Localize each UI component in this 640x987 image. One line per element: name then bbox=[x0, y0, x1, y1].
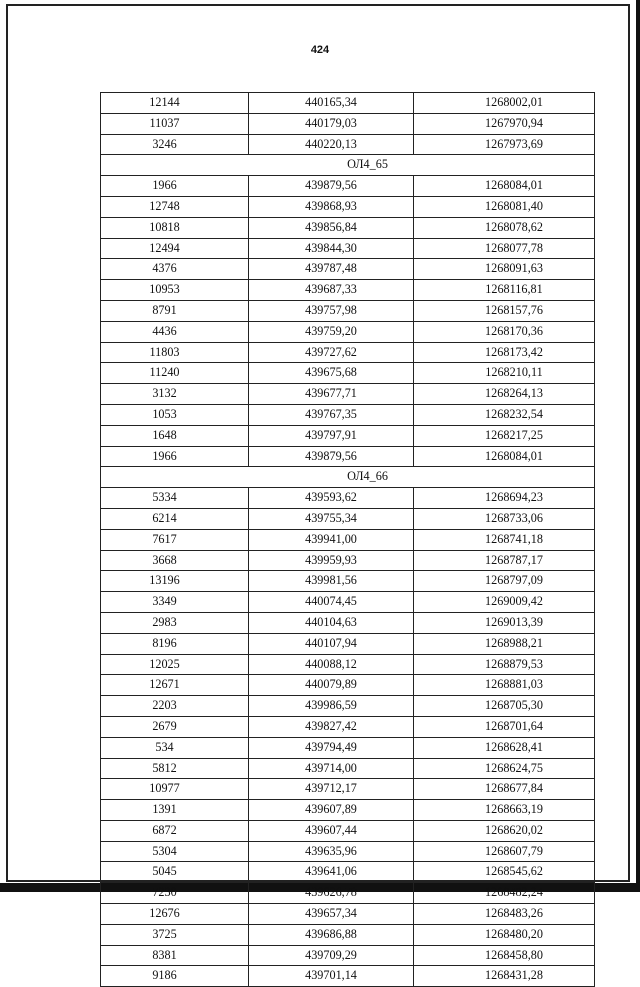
y-coordinate-cell: 1267970,94 bbox=[414, 113, 595, 134]
section-label: ОЛ4_65 bbox=[347, 157, 388, 172]
x-coordinate-cell: 440165,34 bbox=[249, 93, 414, 114]
point-id-cell: 8196 bbox=[101, 633, 249, 654]
x-coordinate-cell: 439641,06 bbox=[249, 862, 414, 883]
table-row bbox=[101, 404, 595, 425]
x-coordinate-cell: 439757,98 bbox=[249, 300, 414, 321]
table-row bbox=[101, 966, 595, 987]
x-coordinate-cell: 439593,62 bbox=[249, 488, 414, 509]
table-row bbox=[101, 217, 595, 238]
table-row bbox=[101, 321, 595, 342]
point-id-cell: 13196 bbox=[101, 571, 249, 592]
table-row bbox=[101, 363, 595, 384]
table-row bbox=[101, 716, 595, 737]
table-row bbox=[101, 113, 595, 134]
y-coordinate-cell: 1268797,09 bbox=[414, 571, 595, 592]
x-coordinate-cell: 439607,44 bbox=[249, 820, 414, 841]
x-coordinate-cell: 440088,12 bbox=[249, 654, 414, 675]
table-row bbox=[101, 862, 595, 883]
x-coordinate-cell: 439709,29 bbox=[249, 945, 414, 966]
y-coordinate-cell: 1268157,76 bbox=[414, 300, 595, 321]
point-id-cell: 1966 bbox=[101, 176, 249, 197]
point-id-cell: 3349 bbox=[101, 592, 249, 613]
table-row bbox=[101, 924, 595, 945]
y-coordinate-cell: 1268881,03 bbox=[414, 675, 595, 696]
table-row bbox=[101, 737, 595, 758]
x-coordinate-cell: 440104,63 bbox=[249, 612, 414, 633]
y-coordinate-cell: 1268264,13 bbox=[414, 384, 595, 405]
point-id-cell: 5334 bbox=[101, 488, 249, 509]
table-row bbox=[101, 93, 595, 114]
point-id-cell: 4436 bbox=[101, 321, 249, 342]
table-row bbox=[101, 529, 595, 550]
section-header-row bbox=[101, 467, 595, 488]
table-row bbox=[101, 945, 595, 966]
y-coordinate-cell: 1269013,39 bbox=[414, 612, 595, 633]
table-row bbox=[101, 883, 595, 904]
scan-edge-right bbox=[636, 0, 640, 892]
y-coordinate-cell: 1268694,23 bbox=[414, 488, 595, 509]
table-row bbox=[101, 134, 595, 155]
x-coordinate-cell: 439879,56 bbox=[249, 446, 414, 467]
x-coordinate-cell: 439701,14 bbox=[249, 966, 414, 987]
table-row bbox=[101, 425, 595, 446]
x-coordinate-cell: 439687,33 bbox=[249, 280, 414, 301]
point-id-cell: 6872 bbox=[101, 820, 249, 841]
x-coordinate-cell: 440179,03 bbox=[249, 113, 414, 134]
point-id-cell: 2203 bbox=[101, 696, 249, 717]
x-coordinate-cell: 439827,42 bbox=[249, 716, 414, 737]
table-row bbox=[101, 508, 595, 529]
table-row bbox=[101, 176, 595, 197]
y-coordinate-cell: 1268705,30 bbox=[414, 696, 595, 717]
y-coordinate-cell: 1268701,64 bbox=[414, 716, 595, 737]
x-coordinate-cell: 439856,84 bbox=[249, 217, 414, 238]
page-number: 424 bbox=[310, 44, 330, 56]
y-coordinate-cell: 1269009,42 bbox=[414, 592, 595, 613]
y-coordinate-cell: 1268081,40 bbox=[414, 196, 595, 217]
table-row bbox=[101, 342, 595, 363]
y-coordinate-cell: 1268741,18 bbox=[414, 529, 595, 550]
point-id-cell: 4376 bbox=[101, 259, 249, 280]
point-id-cell: 12671 bbox=[101, 675, 249, 696]
point-id-cell: 1966 bbox=[101, 446, 249, 467]
point-id-cell: 10977 bbox=[101, 779, 249, 800]
x-coordinate-cell: 439626,78 bbox=[249, 883, 414, 904]
y-coordinate-cell: 1268431,28 bbox=[414, 966, 595, 987]
x-coordinate-cell: 439607,89 bbox=[249, 800, 414, 821]
x-coordinate-cell: 439675,68 bbox=[249, 363, 414, 384]
x-coordinate-cell: 439635,96 bbox=[249, 841, 414, 862]
point-id-cell: 12748 bbox=[101, 196, 249, 217]
table-row bbox=[101, 633, 595, 654]
y-coordinate-cell: 1268620,02 bbox=[414, 820, 595, 841]
point-id-cell: 3132 bbox=[101, 384, 249, 405]
point-id-cell: 11240 bbox=[101, 363, 249, 384]
x-coordinate-cell: 439879,56 bbox=[249, 176, 414, 197]
table-row bbox=[101, 904, 595, 925]
point-id-cell: 3246 bbox=[101, 134, 249, 155]
point-id-cell: 7617 bbox=[101, 529, 249, 550]
y-coordinate-cell: 1268077,78 bbox=[414, 238, 595, 259]
point-id-cell: 5812 bbox=[101, 758, 249, 779]
table-row bbox=[101, 654, 595, 675]
point-id-cell: 11803 bbox=[101, 342, 249, 363]
y-coordinate-cell: 1268084,01 bbox=[414, 176, 595, 197]
x-coordinate-cell: 439787,48 bbox=[249, 259, 414, 280]
table-row bbox=[101, 238, 595, 259]
x-coordinate-cell: 440079,89 bbox=[249, 675, 414, 696]
y-coordinate-cell: 1268483,26 bbox=[414, 904, 595, 925]
table-row bbox=[101, 300, 595, 321]
x-coordinate-cell: 440220,13 bbox=[249, 134, 414, 155]
table-row bbox=[101, 758, 595, 779]
y-coordinate-cell: 1268078,62 bbox=[414, 217, 595, 238]
y-coordinate-cell: 1268002,01 bbox=[414, 93, 595, 114]
section-header-cell bbox=[101, 155, 595, 176]
point-id-cell: 7230 bbox=[101, 883, 249, 904]
x-coordinate-cell: 439677,71 bbox=[249, 384, 414, 405]
x-coordinate-cell: 439767,35 bbox=[249, 404, 414, 425]
y-coordinate-cell: 1268116,81 bbox=[414, 280, 595, 301]
point-id-cell: 9186 bbox=[101, 966, 249, 987]
point-id-cell: 6214 bbox=[101, 508, 249, 529]
section-header-row bbox=[101, 155, 595, 176]
y-coordinate-cell: 1267973,69 bbox=[414, 134, 595, 155]
y-coordinate-cell: 1268733,06 bbox=[414, 508, 595, 529]
x-coordinate-cell: 439759,20 bbox=[249, 321, 414, 342]
x-coordinate-cell: 439755,34 bbox=[249, 508, 414, 529]
y-coordinate-cell: 1268879,53 bbox=[414, 654, 595, 675]
y-coordinate-cell: 1268210,11 bbox=[414, 363, 595, 384]
coordinates-table-body bbox=[101, 93, 595, 987]
point-id-cell: 10953 bbox=[101, 280, 249, 301]
section-header-cell bbox=[101, 467, 595, 488]
point-id-cell: 12144 bbox=[101, 93, 249, 114]
point-id-cell: 12676 bbox=[101, 904, 249, 925]
point-id-cell: 5045 bbox=[101, 862, 249, 883]
y-coordinate-cell: 1268482,24 bbox=[414, 883, 595, 904]
y-coordinate-cell: 1268545,62 bbox=[414, 862, 595, 883]
x-coordinate-cell: 440074,45 bbox=[249, 592, 414, 613]
y-coordinate-cell: 1268217,25 bbox=[414, 425, 595, 446]
y-coordinate-cell: 1268607,79 bbox=[414, 841, 595, 862]
point-id-cell: 10818 bbox=[101, 217, 249, 238]
table-row bbox=[101, 675, 595, 696]
y-coordinate-cell: 1268232,54 bbox=[414, 404, 595, 425]
section-label: ОЛ4_66 bbox=[347, 469, 388, 484]
y-coordinate-cell: 1268787,17 bbox=[414, 550, 595, 571]
point-id-cell: 8791 bbox=[101, 300, 249, 321]
point-id-cell: 12494 bbox=[101, 238, 249, 259]
x-coordinate-cell: 439794,49 bbox=[249, 737, 414, 758]
x-coordinate-cell: 439657,34 bbox=[249, 904, 414, 925]
table-row bbox=[101, 800, 595, 821]
point-id-cell: 5304 bbox=[101, 841, 249, 862]
x-coordinate-cell: 439986,59 bbox=[249, 696, 414, 717]
x-coordinate-cell: 439844,30 bbox=[249, 238, 414, 259]
table-row bbox=[101, 612, 595, 633]
table-row bbox=[101, 779, 595, 800]
point-id-cell: 1648 bbox=[101, 425, 249, 446]
y-coordinate-cell: 1268458,80 bbox=[414, 945, 595, 966]
x-coordinate-cell: 439686,88 bbox=[249, 924, 414, 945]
point-id-cell: 8381 bbox=[101, 945, 249, 966]
table-row bbox=[101, 280, 595, 301]
y-coordinate-cell: 1268677,84 bbox=[414, 779, 595, 800]
point-id-cell: 3668 bbox=[101, 550, 249, 571]
table-row bbox=[101, 384, 595, 405]
x-coordinate-cell: 439941,00 bbox=[249, 529, 414, 550]
y-coordinate-cell: 1268480,20 bbox=[414, 924, 595, 945]
table-row bbox=[101, 488, 595, 509]
point-id-cell: 12025 bbox=[101, 654, 249, 675]
x-coordinate-cell: 439981,56 bbox=[249, 571, 414, 592]
table-row bbox=[101, 592, 595, 613]
table-row bbox=[101, 196, 595, 217]
table-row bbox=[101, 820, 595, 841]
table-row bbox=[101, 446, 595, 467]
table-row bbox=[101, 259, 595, 280]
x-coordinate-cell: 439712,17 bbox=[249, 779, 414, 800]
x-coordinate-cell: 439714,00 bbox=[249, 758, 414, 779]
y-coordinate-cell: 1268091,63 bbox=[414, 259, 595, 280]
x-coordinate-cell: 439797,91 bbox=[249, 425, 414, 446]
x-coordinate-cell: 440107,94 bbox=[249, 633, 414, 654]
y-coordinate-cell: 1268988,21 bbox=[414, 633, 595, 654]
table-row bbox=[101, 571, 595, 592]
point-id-cell: 534 bbox=[101, 737, 249, 758]
x-coordinate-cell: 439959,93 bbox=[249, 550, 414, 571]
point-id-cell: 11037 bbox=[101, 113, 249, 134]
point-id-cell: 1391 bbox=[101, 800, 249, 821]
point-id-cell: 3725 bbox=[101, 924, 249, 945]
coordinates-table bbox=[100, 92, 595, 987]
y-coordinate-cell: 1268624,75 bbox=[414, 758, 595, 779]
point-id-cell: 2679 bbox=[101, 716, 249, 737]
x-coordinate-cell: 439868,93 bbox=[249, 196, 414, 217]
y-coordinate-cell: 1268628,41 bbox=[414, 737, 595, 758]
y-coordinate-cell: 1268663,19 bbox=[414, 800, 595, 821]
y-coordinate-cell: 1268084,01 bbox=[414, 446, 595, 467]
point-id-cell: 1053 bbox=[101, 404, 249, 425]
x-coordinate-cell: 439727,62 bbox=[249, 342, 414, 363]
table-row bbox=[101, 841, 595, 862]
table-row bbox=[101, 696, 595, 717]
y-coordinate-cell: 1268170,36 bbox=[414, 321, 595, 342]
table-row bbox=[101, 550, 595, 571]
y-coordinate-cell: 1268173,42 bbox=[414, 342, 595, 363]
point-id-cell: 2983 bbox=[101, 612, 249, 633]
